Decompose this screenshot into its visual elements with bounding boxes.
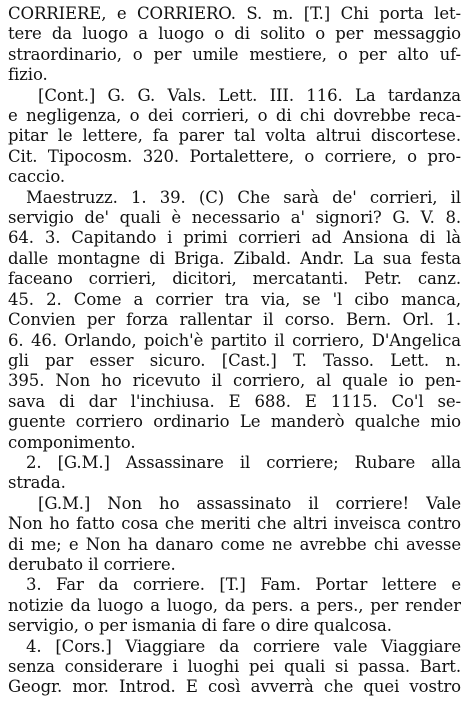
- entry-line: Non ho fatto cosa che meriti che altri inveisca contro: [8, 514, 461, 534]
- entry-line: senza considerare i luoghi pei quali si passa. Bart.: [8, 657, 461, 676]
- entry-line: Maestruzz. 1. 39. (C) Che sarà de' corrieri, il: [26, 187, 461, 207]
- entry-line: dalle montagne di Briga. Zibald. Andr. La sua festa: [8, 248, 461, 268]
- entry-line: [Cont.] G. G. Vals. Lett. III. 116. La tardanza: [38, 85, 461, 105]
- entry-line: Cit. Tipocosm. 320. Portalettere, o corriere, o pro-: [8, 146, 461, 166]
- entry-line: strada.: [8, 473, 66, 493]
- entry-line: gli par esser sicuro. [Cast.] T. Tasso. Lett. n.: [8, 350, 461, 370]
- entry-line: fizio.: [8, 65, 48, 85]
- entry-line: pitar le lettere, fa parer tal volta altrui discortese.: [8, 126, 461, 146]
- entry-line: [G.M.] Non ho assassinato il corriere! Vale: [38, 493, 461, 513]
- entry-line: sava di dar l'inchiusa. E 688. E 1115. Co'l se-: [8, 391, 461, 411]
- entry-line: servigio de' quali è necessario a' signori? G. V. 8.: [8, 208, 461, 228]
- entry-line: faceano corrieri, dicitori, mercatanti. Petr. canz.: [8, 269, 461, 289]
- entry-line: di me; e Non ha danaro come ne avrebbe chi avesse: [8, 534, 461, 554]
- entry-line: tere da luogo a luogo o di solito o per messaggio: [8, 24, 461, 44]
- entry-line: straordinario, o per umile mestiere, o per alto uf-: [8, 44, 461, 64]
- entry-line: componimento.: [8, 432, 136, 452]
- entry-line: Convien per forza rallentar il corso. Bern. Orl. 1.: [8, 310, 461, 330]
- entry-line: CORRIERE, e CORRIERO. S. m. [T.] Chi porta let-: [8, 4, 461, 23]
- entry-line: 3. Far da corriere. [T.] Fam. Portar lettere e: [26, 575, 461, 595]
- entry-line: 2. [G.M.] Assassinare il corriere; Rubare alla: [26, 452, 461, 472]
- entry-line: 45. 2. Come a corrier tra via, se 'l cibo manca,: [8, 289, 461, 309]
- entry-line: 395. Non ho ricevuto il corriero, al quale io pen-: [8, 371, 461, 391]
- entry-line: servigio, o per ismania di fare o dire qualcosa.: [8, 616, 392, 636]
- entry-line: caccio.: [8, 167, 66, 187]
- entry-line: e negligenza, o dei corrieri, o di chi dovrebbe reca-: [8, 106, 461, 126]
- entry-line: 6. 46. Orlando, poich'è partito il corriero, D'Angelica: [8, 330, 461, 350]
- entry-line: derubato il corriere.: [8, 554, 176, 574]
- entry-line: 64. 3. Capitando i primi corrieri ad Ansiona di là: [8, 228, 461, 248]
- entry-line: Geogr. mor. Introd. E così avverrà che quei vostro: [8, 677, 461, 697]
- entry-line: notizie da luogo a luogo, da pers. a pers., per render: [8, 595, 461, 615]
- entry-line: guente corriero ordinario Le manderò qualche mio: [8, 412, 461, 432]
- entry-line: 4. [Cors.] Viaggiare da corriere vale Viaggiare: [26, 636, 461, 656]
